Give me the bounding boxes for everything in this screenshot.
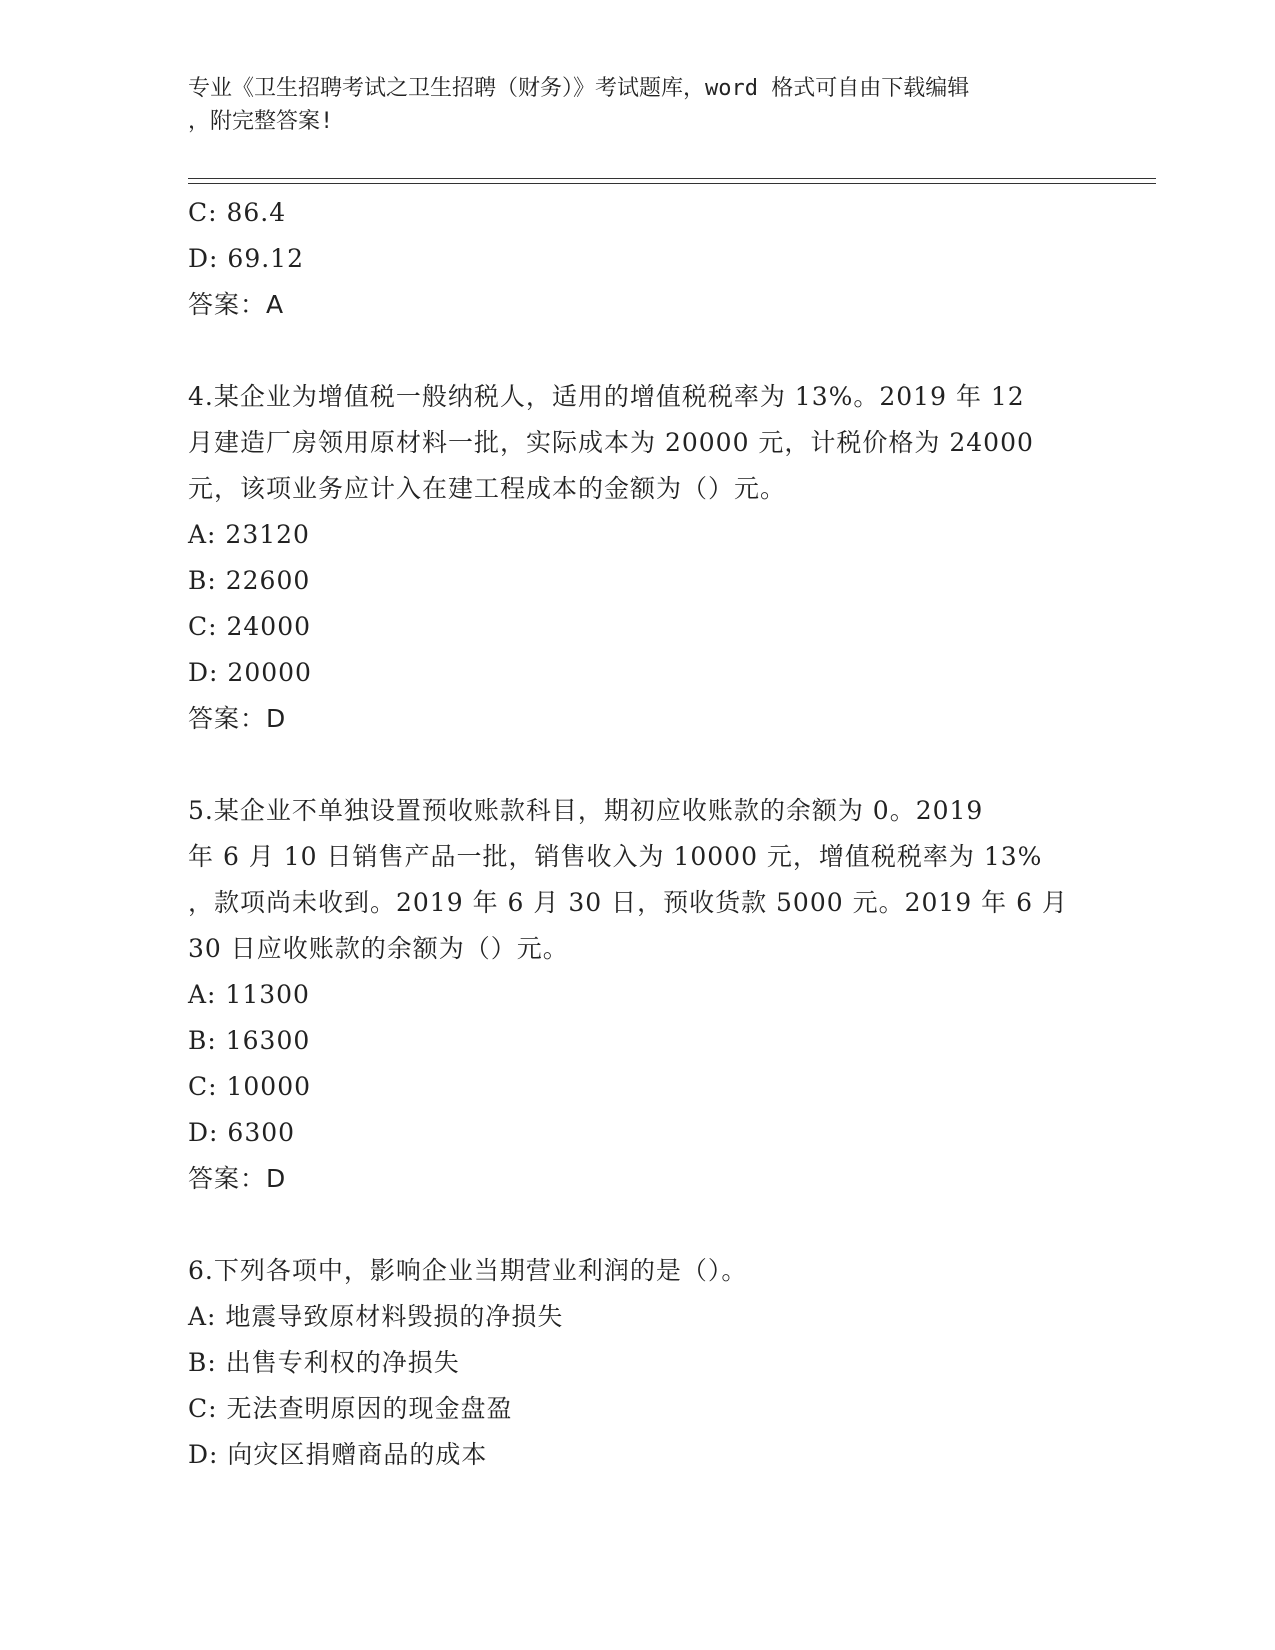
spacer	[188, 1202, 1088, 1248]
option-b: B: 22600	[188, 566, 311, 595]
question-stem-line: 5.某企业不单独设置预收账款科目，期初应收账款的余额为 0。2019	[188, 796, 984, 825]
question-stem-line: 6.下列各项中，影响企业当期营业利润的是（）。	[188, 1256, 748, 1285]
header-title-line-1: 专业《卫生招聘考试之卫生招聘（财务）》考试题库，word 格式可自由下载编辑	[188, 76, 970, 101]
option-d: D: 6300	[188, 1118, 296, 1147]
option-c: C: 10000	[188, 1072, 312, 1101]
question-stem-line: 4.某企业为增值税一般纳税人，适用的增值税税率为 13%。2019 年 12	[188, 382, 1025, 411]
document-header	[188, 72, 1088, 138]
option-b: B: 16300	[188, 1026, 311, 1055]
option-c: C: 86.4	[188, 198, 287, 227]
question-content	[188, 190, 1088, 1478]
spacer	[188, 742, 1088, 788]
option-b: B: 出售专利权的净损失	[188, 1348, 460, 1377]
spacer	[188, 328, 1088, 374]
question-stem	[188, 374, 1088, 512]
question-stem-line: ，款项尚未收到。2019 年 6 月 30 日，预收货款 5000 元。2019 年 6 月	[188, 888, 1068, 917]
option-a: A: 23120	[188, 520, 310, 549]
question-stem	[188, 788, 1088, 972]
question-stem-line: 元，该项业务应计入在建工程成本的金额为（）元。	[188, 474, 787, 503]
option-d: D: 20000	[188, 658, 312, 687]
option-a: A: 地震导致原材料毁损的净损失	[188, 1302, 564, 1331]
header-divider-bottom	[188, 183, 1156, 184]
option-d: D: 69.12	[188, 244, 304, 273]
answer-line: 答案：D	[188, 704, 287, 733]
question-stem-line: 月建造厂房领用原材料一批，实际成本为 20000 元，计税价格为 24000	[188, 428, 1034, 457]
question-4	[188, 374, 1088, 742]
answer-line: 答案：D	[188, 1164, 287, 1193]
answer-line: 答案：A	[188, 290, 285, 319]
question-6	[188, 1248, 1088, 1478]
option-c: C: 无法查明原因的现金盘盈	[188, 1394, 513, 1423]
header-divider-top	[188, 178, 1156, 179]
previous-question-tail	[188, 190, 1088, 328]
question-stem	[188, 1248, 1088, 1294]
question-stem-line: 年 6 月 10 日销售产品一批，销售收入为 10000 元，增值税税率为 13%	[188, 842, 1043, 871]
option-a: A: 11300	[188, 980, 310, 1009]
question-stem-line: 30 日应收账款的余额为（）元。	[188, 934, 569, 963]
question-5	[188, 788, 1088, 1202]
option-c: C: 24000	[188, 612, 312, 641]
option-d: D: 向灾区捐赠商品的成本	[188, 1440, 488, 1469]
header-title-line-2: ，附完整答案!	[188, 109, 334, 134]
